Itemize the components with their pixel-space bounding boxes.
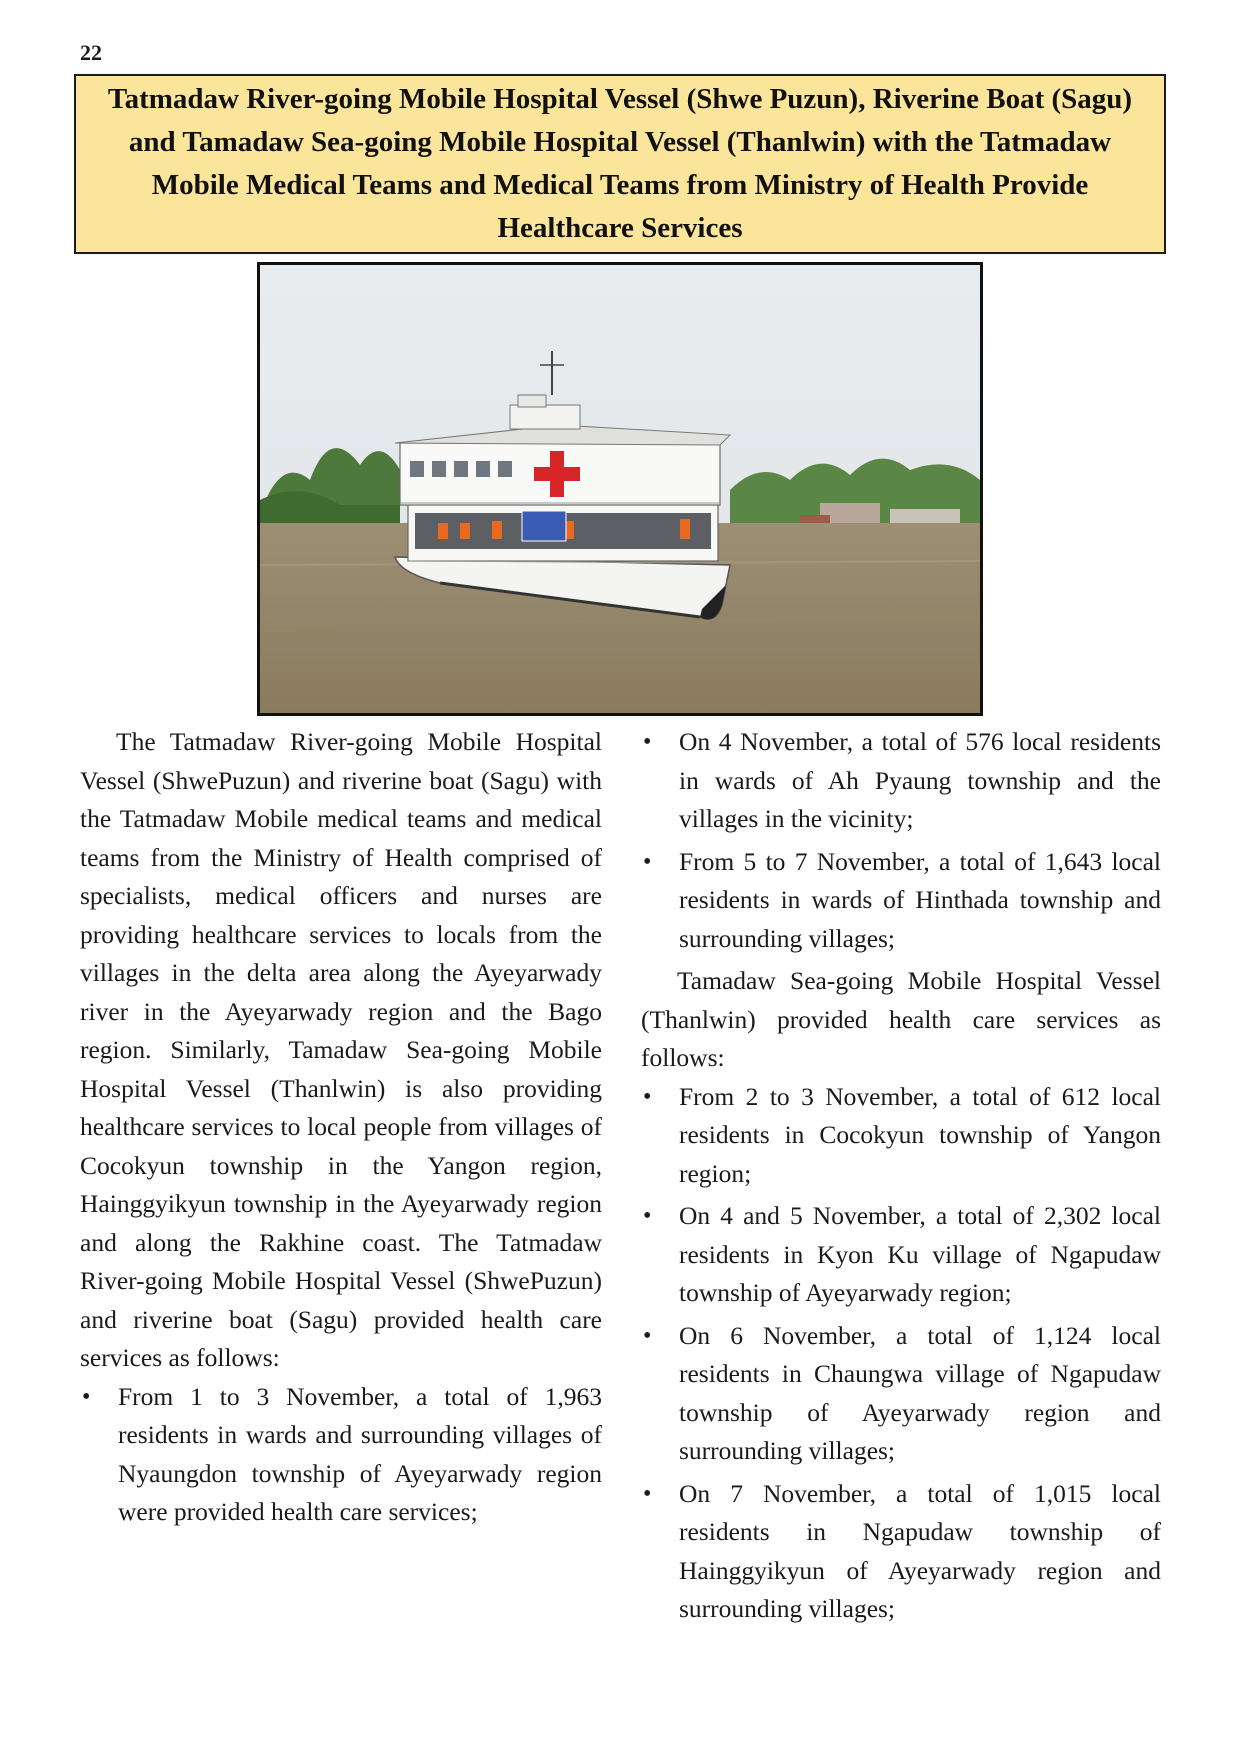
bullet-icon: • [643,729,652,755]
page-number: 22 [80,40,102,65]
list-item [641,1317,1161,1471]
left-column [80,723,602,1536]
right-column [641,723,1161,1633]
hospital-vessel-photo [257,262,983,716]
vessel-illustration [260,265,980,713]
bullet-icon: • [643,1322,652,1349]
list-item-text: On 4 November, a total of 576 local residents in wards of Ah Pyaung township and the villages in the vicinity; [679,727,1161,833]
list-item [641,723,1161,839]
bullet-icon: • [643,848,652,875]
list-item-text: From 5 to 7 November, a total of 1,643 local residents in wards of Hinthada township and surrounding villages; [679,846,1161,953]
bullet-icon: • [643,1480,652,1507]
list-item-text: On 4 and 5 November, a total of 2,302 local residents in Kyon Ku village of Ngapudaw township of Ayeyarwady region; [679,1201,1161,1307]
title-box [74,74,1166,254]
list-item [641,1078,1161,1194]
bullet-icon: • [643,1083,652,1110]
intro-paragraph: The Tatmadaw River-going Mobile Hospital Vessel (ShwePuzun) and riverine boat (Sagu) with the Tatmadaw Mobile medical teams and medical teams from the Ministry of Health comprised of specialists, medical officers and nurses are providing healthcare services to locals from the villages in the delta area along the Ayeyarwady river in the Ayeyarwady region and the Bago region. Similarly, Tamadaw Sea-going Mobile Hospital Vessel (Thanlwin) is also providing healthcare services to local people from villages of Cocokyun township in the Yangon region, Hainggyikyun township in the Ayeyarwady region and along the Rakhine coast. The Tatmadaw River-going Mobile Hospital Vessel (ShwePuzun) and riverine boat (Sagu) provided health care services as follows: [80,727,602,1372]
list-item [641,1475,1161,1629]
list-item-text: From 1 to 3 November, a total of 1,963 residents in wards and surrounding villages of Nyaungdon township of Ayeyarwady region were provided health care services; [118,1381,602,1526]
list-item-text: On 7 November, a total of 1,015 local residents in Ngapudaw township of Hainggyikyun of Ayeyarwady region and surrounding villages; [679,1478,1161,1623]
page-title: Tatmadaw River-going Mobile Hospital Vessel (Shwe Puzun), Riverine Boat (Sagu) and Tamadaw Sea-going Mobile Hospital Vessel (Thanlwin) with the Tatmadaw Mobile Medical Teams and Medical Teams from Ministry of Health Provide Healthcare Services [107,83,1133,244]
list-item-text: On 6 November, a total of 1,124 local residents in Chaungwa village of Ngapudaw township of Ayeyarwady region and surrounding villages; [679,1320,1161,1465]
bullet-icon: • [643,1203,652,1229]
list-item [641,843,1161,959]
list-item-text: From 2 to 3 November, a total of 612 local residents in Cocokyun township of Yangon region; [679,1081,1161,1188]
list-item [80,1378,602,1532]
list-item [641,1197,1161,1313]
bullet-icon: • [82,1383,91,1410]
thanlwin-paragraph: Tamadaw Sea-going Mobile Hospital Vessel (Thanlwin) provided health care services as follows: [641,966,1161,1072]
